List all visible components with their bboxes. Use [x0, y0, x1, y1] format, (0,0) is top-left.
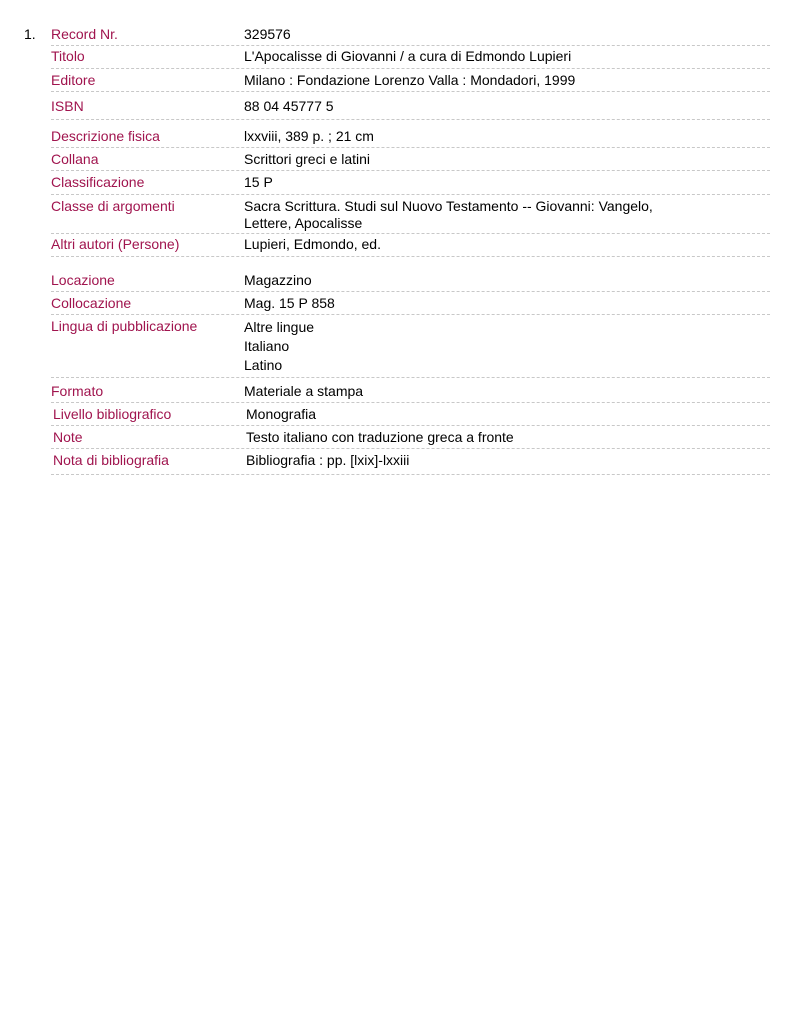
field-value: Testo italiano con traduzione greca a fronte: [246, 429, 514, 445]
field-label: Livello bibliografico: [53, 406, 172, 422]
field-label: Editore: [51, 72, 96, 88]
field-value-line: Latino: [244, 357, 283, 373]
field-label: Collocazione: [51, 295, 132, 311]
field-row-titolo: [51, 46, 770, 69]
record-table: [51, 23, 770, 475]
field-row-record-nr: [51, 23, 770, 46]
field-row-lingua: [51, 315, 770, 378]
field-value: Bibliografia : pp. [lxix]-lxxiii: [246, 452, 410, 468]
record-index: 1.: [24, 26, 36, 42]
field-label: Lingua di pubblicazione: [51, 318, 198, 334]
field-row-classificazione: [51, 171, 770, 195]
field-value: 88 04 45777 5: [244, 98, 334, 114]
field-row-nota-bibliografia: [51, 449, 770, 475]
field-row-livello: [51, 403, 770, 426]
field-value: L'Apocalisse di Giovanni / a cura di Edmondo Lupieri: [244, 48, 572, 64]
field-label: Altri autori (Persone): [51, 236, 180, 252]
field-value: Monografia: [246, 406, 317, 422]
field-value-line: Altre lingue: [244, 319, 315, 335]
field-row-collana: [51, 148, 770, 171]
field-row-descrizione-fisica: [51, 120, 770, 148]
field-label: Nota di bibliografia: [53, 452, 169, 468]
field-row-locazione: [51, 257, 770, 292]
field-value: Mag. 15 P 858: [244, 295, 335, 311]
field-label: Classe di argomenti: [51, 198, 175, 214]
field-label: Descrizione fisica: [51, 128, 160, 144]
field-value: 329576: [244, 26, 291, 42]
field-row-isbn: [51, 92, 770, 120]
field-label: Note: [53, 429, 83, 445]
field-row-collocazione: [51, 292, 770, 315]
field-row-formato: [51, 378, 770, 403]
field-value: lxxviii, 389 p. ; 21 cm: [244, 128, 374, 144]
field-value-line: Sacra Scrittura. Studi sul Nuovo Testamento -- Giovanni: Vangelo,: [244, 198, 653, 214]
field-label: Record Nr.: [51, 26, 118, 42]
field-label: Locazione: [51, 272, 115, 288]
field-value-line: Lettere, Apocalisse: [244, 215, 363, 231]
field-value: Lupieri, Edmondo, ed.: [244, 236, 381, 252]
field-label: Formato: [51, 383, 104, 399]
field-row-classe-argomenti: [51, 195, 770, 234]
field-value: Scrittori greci e latini: [244, 151, 371, 167]
field-value: Magazzino: [244, 272, 312, 288]
field-row-editore: [51, 69, 770, 92]
field-row-altri-autori: [51, 234, 770, 257]
field-row-note: [51, 426, 770, 449]
field-value: 15 P: [244, 174, 273, 190]
field-value: [244, 318, 770, 375]
field-label: Titolo: [51, 48, 85, 64]
field-label: Collana: [51, 151, 99, 167]
field-value: [244, 198, 770, 232]
field-value: Milano : Fondazione Lorenzo Valla : Mondadori, 1999: [244, 72, 576, 88]
field-label: ISBN: [51, 98, 84, 114]
field-value: Materiale a stampa: [244, 383, 364, 399]
field-label: Classificazione: [51, 174, 145, 190]
field-value-line: Italiano: [244, 338, 290, 354]
